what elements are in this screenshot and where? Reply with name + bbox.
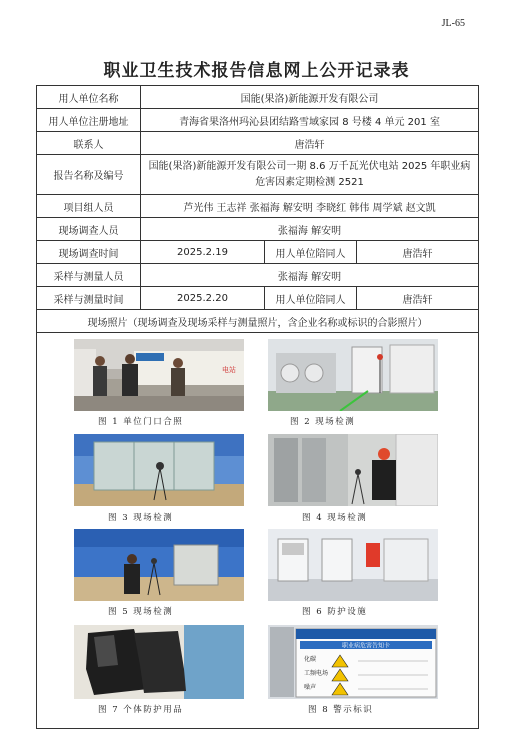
photo-grid bbox=[40, 333, 475, 728]
page-title: 职业卫生技术报告信息网上公开记录表 bbox=[103, 61, 410, 81]
caption-1: 图 1 单位门口合照 bbox=[98, 417, 184, 427]
address-label: 用人单位注册地址 bbox=[37, 109, 141, 132]
sampling-time-value: 2025.2.20 bbox=[141, 287, 265, 310]
photo-1-group-at-gate bbox=[74, 339, 244, 411]
team-row bbox=[37, 195, 479, 218]
survey-time-value: 2025.2.19 bbox=[141, 241, 265, 264]
photos-header: 现场照片（现场调查及现场采样与测量照片，含企业名称或标识的合影照片） bbox=[37, 310, 479, 333]
report-value: 国能(果洛)新能源开发有限公司一期 8.6 万千瓦光伏电站 2025 年职业病危害因素定期检测 2521 bbox=[141, 155, 479, 195]
survey-staff-value: 张福海 解安明 bbox=[141, 218, 479, 241]
notice-line-3: 噪声 bbox=[304, 684, 317, 691]
employer-row bbox=[37, 86, 479, 109]
caption-8: 图 8 警示标识 bbox=[308, 705, 374, 715]
photos-header-row bbox=[37, 310, 479, 333]
caption-4: 图 4 现场检测 bbox=[302, 513, 368, 523]
team-label: 项目组人员 bbox=[37, 195, 141, 218]
caption-7: 图 7 个体防护用品 bbox=[98, 705, 184, 715]
sign-text: 电站 bbox=[222, 366, 236, 374]
survey-time-row bbox=[37, 241, 479, 264]
photo-4-indoor-measurement bbox=[268, 434, 438, 506]
sampling-companion-value: 唐浩轩 bbox=[357, 287, 479, 310]
survey-staff-row bbox=[37, 218, 479, 241]
photo-6-protective-facilities bbox=[268, 529, 438, 601]
contact-row bbox=[37, 132, 479, 155]
caption-5: 图 5 现场检测 bbox=[108, 607, 174, 617]
survey-staff-label: 现场调查人员 bbox=[37, 218, 141, 241]
report-label: 报告名称及编号 bbox=[37, 155, 141, 195]
photo-7-protective-boots bbox=[74, 625, 244, 699]
photo-2-indoor-measurement bbox=[268, 339, 438, 411]
address-row bbox=[37, 109, 479, 132]
sampling-staff-label: 采样与测量人员 bbox=[37, 264, 141, 287]
contact-label: 联系人 bbox=[37, 132, 141, 155]
sampling-time-row bbox=[37, 287, 479, 310]
address-value: 青海省果洛州玛沁县团结路雪域家园 8 号楼 4 单元 201 室 bbox=[141, 109, 479, 132]
photo-8-warning-signs bbox=[268, 625, 438, 699]
photos-cell bbox=[37, 333, 479, 729]
sampling-staff-row bbox=[37, 264, 479, 287]
document-code: JL-65 bbox=[441, 18, 465, 29]
survey-companion-value: 唐浩轩 bbox=[357, 241, 479, 264]
record-table bbox=[36, 85, 479, 729]
caption-3: 图 3 现场检测 bbox=[108, 513, 174, 523]
sampling-time-label: 采样与测量时间 bbox=[37, 287, 141, 310]
sampling-companion-label: 用人单位陪同人 bbox=[265, 287, 357, 310]
contact-value: 唐浩轩 bbox=[141, 132, 479, 155]
photos-row bbox=[37, 333, 479, 729]
survey-time-label: 现场调查时间 bbox=[37, 241, 141, 264]
photo-3-outdoor-cabinet bbox=[74, 434, 244, 506]
sampling-staff-value: 张福海 解安明 bbox=[141, 264, 479, 287]
team-value: 芦光伟 王志祥 张福海 解安明 李晓红 韩伟 周学斌 赵文凯 bbox=[141, 195, 479, 218]
notice-line-2: 工频电场 bbox=[304, 670, 329, 677]
caption-6: 图 6 防护设施 bbox=[302, 607, 368, 617]
report-row bbox=[37, 155, 479, 195]
employer-value: 国能(果洛)新能源开发有限公司 bbox=[141, 86, 479, 109]
notice-line-1: 化碳 bbox=[304, 656, 317, 663]
survey-companion-label: 用人单位陪同人 bbox=[265, 241, 357, 264]
employer-label: 用人单位名称 bbox=[37, 86, 141, 109]
photo-5-outdoor-measurement bbox=[74, 529, 244, 601]
notice-card-title: 职业病危害告知卡 bbox=[341, 642, 391, 650]
caption-2: 图 2 现场检测 bbox=[290, 417, 356, 427]
